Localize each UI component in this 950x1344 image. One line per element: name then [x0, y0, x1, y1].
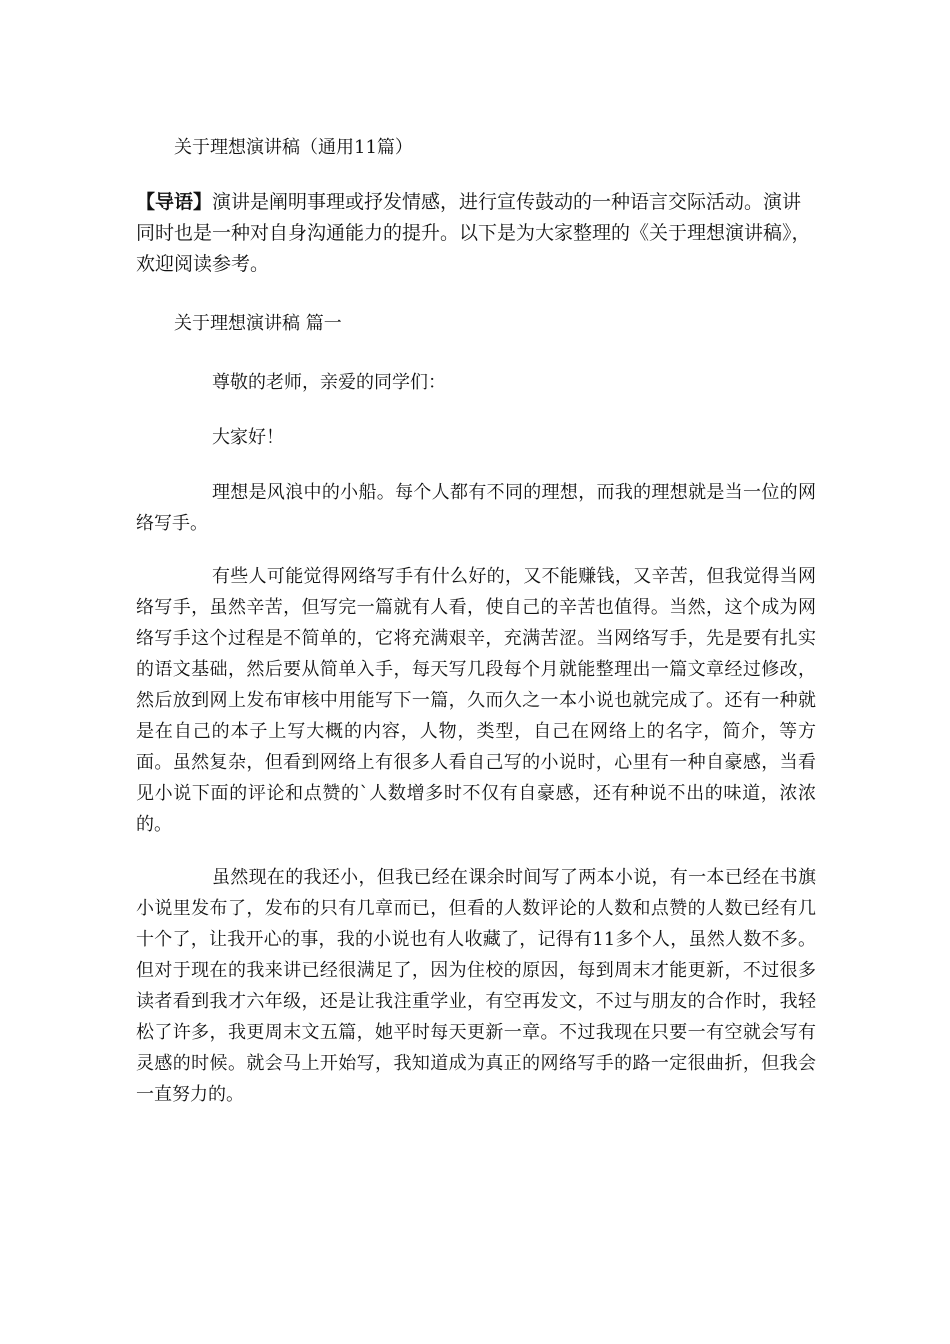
- salutation-paragraph: 尊敬的老师，亲爱的同学们：: [212, 372, 446, 393]
- speech-body: [136, 367, 816, 1132]
- intro-text: 演讲是阐明事理或抒发情感，进行宣传鼓动的一种语言交际活动。演讲同时也是一种对自身沟通能力的提升。以下是为大家整理的《关于理想演讲稿》，欢迎阅读参考。: [136, 191, 811, 275]
- document-title: 关于理想演讲稿（通用11篇）: [174, 137, 413, 158]
- greeting-paragraph: 大家好！: [212, 427, 284, 448]
- body-paragraph: 理想是风浪中的小船。每个人都有不同的理想，而我的理想就是当一位的网络写手。: [136, 482, 816, 534]
- intro-lead: 【导语】: [136, 191, 213, 213]
- body-paragraph: 有些人可能觉得网络写手有什么好的，又不能赚钱，又辛苦，但我觉得当网络写手，虽然辛苦，但写完一篇就有人看，使自己的辛苦也值得。当然，这个成为网络写手这个过程是不简单的，它将充满艰辛，充满苦涩。当网络写手，先是要有扎实的语文基础，然后要从简单入手，每天写几段每个月就能整理出一篇文章经过修改，然后放到网上发布审核中用能写下一篇，久而久之一本小说也就完成了。还有一种就是在自己的本子上写大概的内容，人物，类型，自己在网络上的名字，简介，等方面。虽然复杂，但看到网络上有很多人看自己写的小说时，心里有一种自豪感，当看见小说下面的评论和点赞的`人数增多时不仅有自豪感，还有种说不出的味道，浓浓的。: [136, 566, 816, 835]
- section-title: 关于理想演讲稿 篇一: [174, 313, 342, 334]
- intro-paragraph: [136, 187, 816, 280]
- body-paragraph: 虽然现在的我还小，但我已经在课余时间写了两本小说，有一本已经在书旗小说里发布了，发布的只有几章而已，但看的人数评论的人数和点赞的人数已经有几十个了，让我开心的事，我的小说也有人收藏了，记得有11多个人，虽然人数不多。但对于现在的我来讲已经很满足了，因为住校的原因，每到周末才能更新，不过很多读者看到我才六年级，还是让我注重学业，有空再发文，不过与朋友的合作时，我轻松了许多，我更周末文五篇，她平时每天更新一章。不过我现在只要一有空就会写有灵感的时候。就会马上开始写，我知道成为真正的网络写手的路一定很曲折，但我会一直努力的。: [136, 867, 816, 1105]
